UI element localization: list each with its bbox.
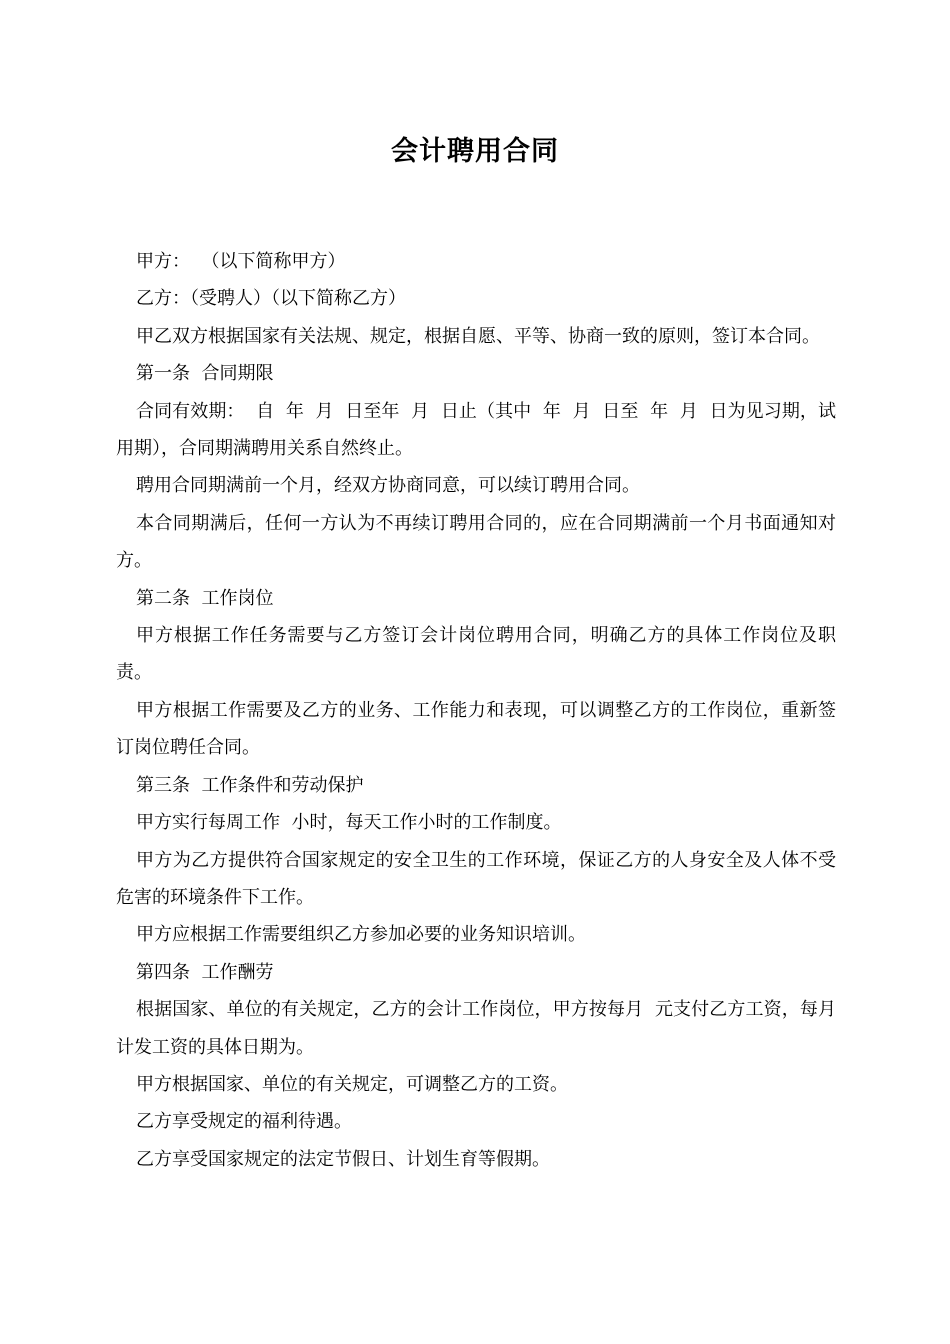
article-4-paragraph: 乙方享受国家规定的法定节假日、计划生育等假期。 [136,1148,550,1170]
article-3-paragraph: 甲方为乙方提供符合国家规定的安全卫生的工作环境，保证乙方的人身安全及人体不受危害的环境条件下工作。 [116,849,836,908]
article-3-heading: 第三条 工作条件和劳动保护 [136,774,364,796]
article-1-heading: 第一条 合同期限 [136,363,274,385]
article-1-paragraph: 聘用合同期满前一个月，经双方协商同意，可以续订聘用合同。 [136,475,640,497]
document-title: 会计聘用合同 [391,136,559,167]
party-a-line: 甲方： （以下简称甲方） [136,251,346,272]
article-4-paragraph: 乙方享受规定的福利待遇。 [136,1111,352,1133]
article-4-heading: 第四条 工作酬劳 [136,961,274,983]
article-1-paragraph: 本合同期满后，任何一方认为不再续订聘用合同的，应在合同期满前一个月书面通知对方。 [116,512,836,572]
article-1-paragraph: 合同有效期： 自 年 月 日至年 月 日止（其中 年 月 日至 年 月 日为见习期，试用期），合同期满聘用关系自然终止。 [116,400,836,460]
article-2-paragraph: 甲方根据工作任务需要与乙方签订会计岗位聘用合同，明确乙方的具体工作岗位及职责。 [116,625,836,684]
article-2-paragraph: 甲方根据工作需要及乙方的业务、工作能力和表现，可以调整乙方的工作岗位，重新签订岗位聘任合同。 [116,699,836,759]
article-4-paragraph: 甲方根据国家、单位的有关规定，可调整乙方的工资。 [136,1073,568,1095]
article-3-paragraph: 甲方实行每周工作 小时，每天工作小时的工作制度。 [136,812,562,834]
party-b-line: 乙方：（受聘人）（以下简称乙方） [136,288,406,310]
article-2-heading: 第二条 工作岗位 [136,587,274,609]
article-3-paragraph: 甲方应根据工作需要组织乙方参加必要的业务知识培训。 [136,924,586,946]
document-body [116,243,836,1178]
preamble-paragraph: 甲乙双方根据国家有关法规、规定，根据自愿、平等、协商一致的原则，签订本合同。 [136,325,820,347]
article-4-paragraph: 根据国家、单位的有关规定，乙方的会计工作岗位，甲方按每月 元支付乙方工资，每月计发工资的具体日期为。 [116,999,836,1058]
